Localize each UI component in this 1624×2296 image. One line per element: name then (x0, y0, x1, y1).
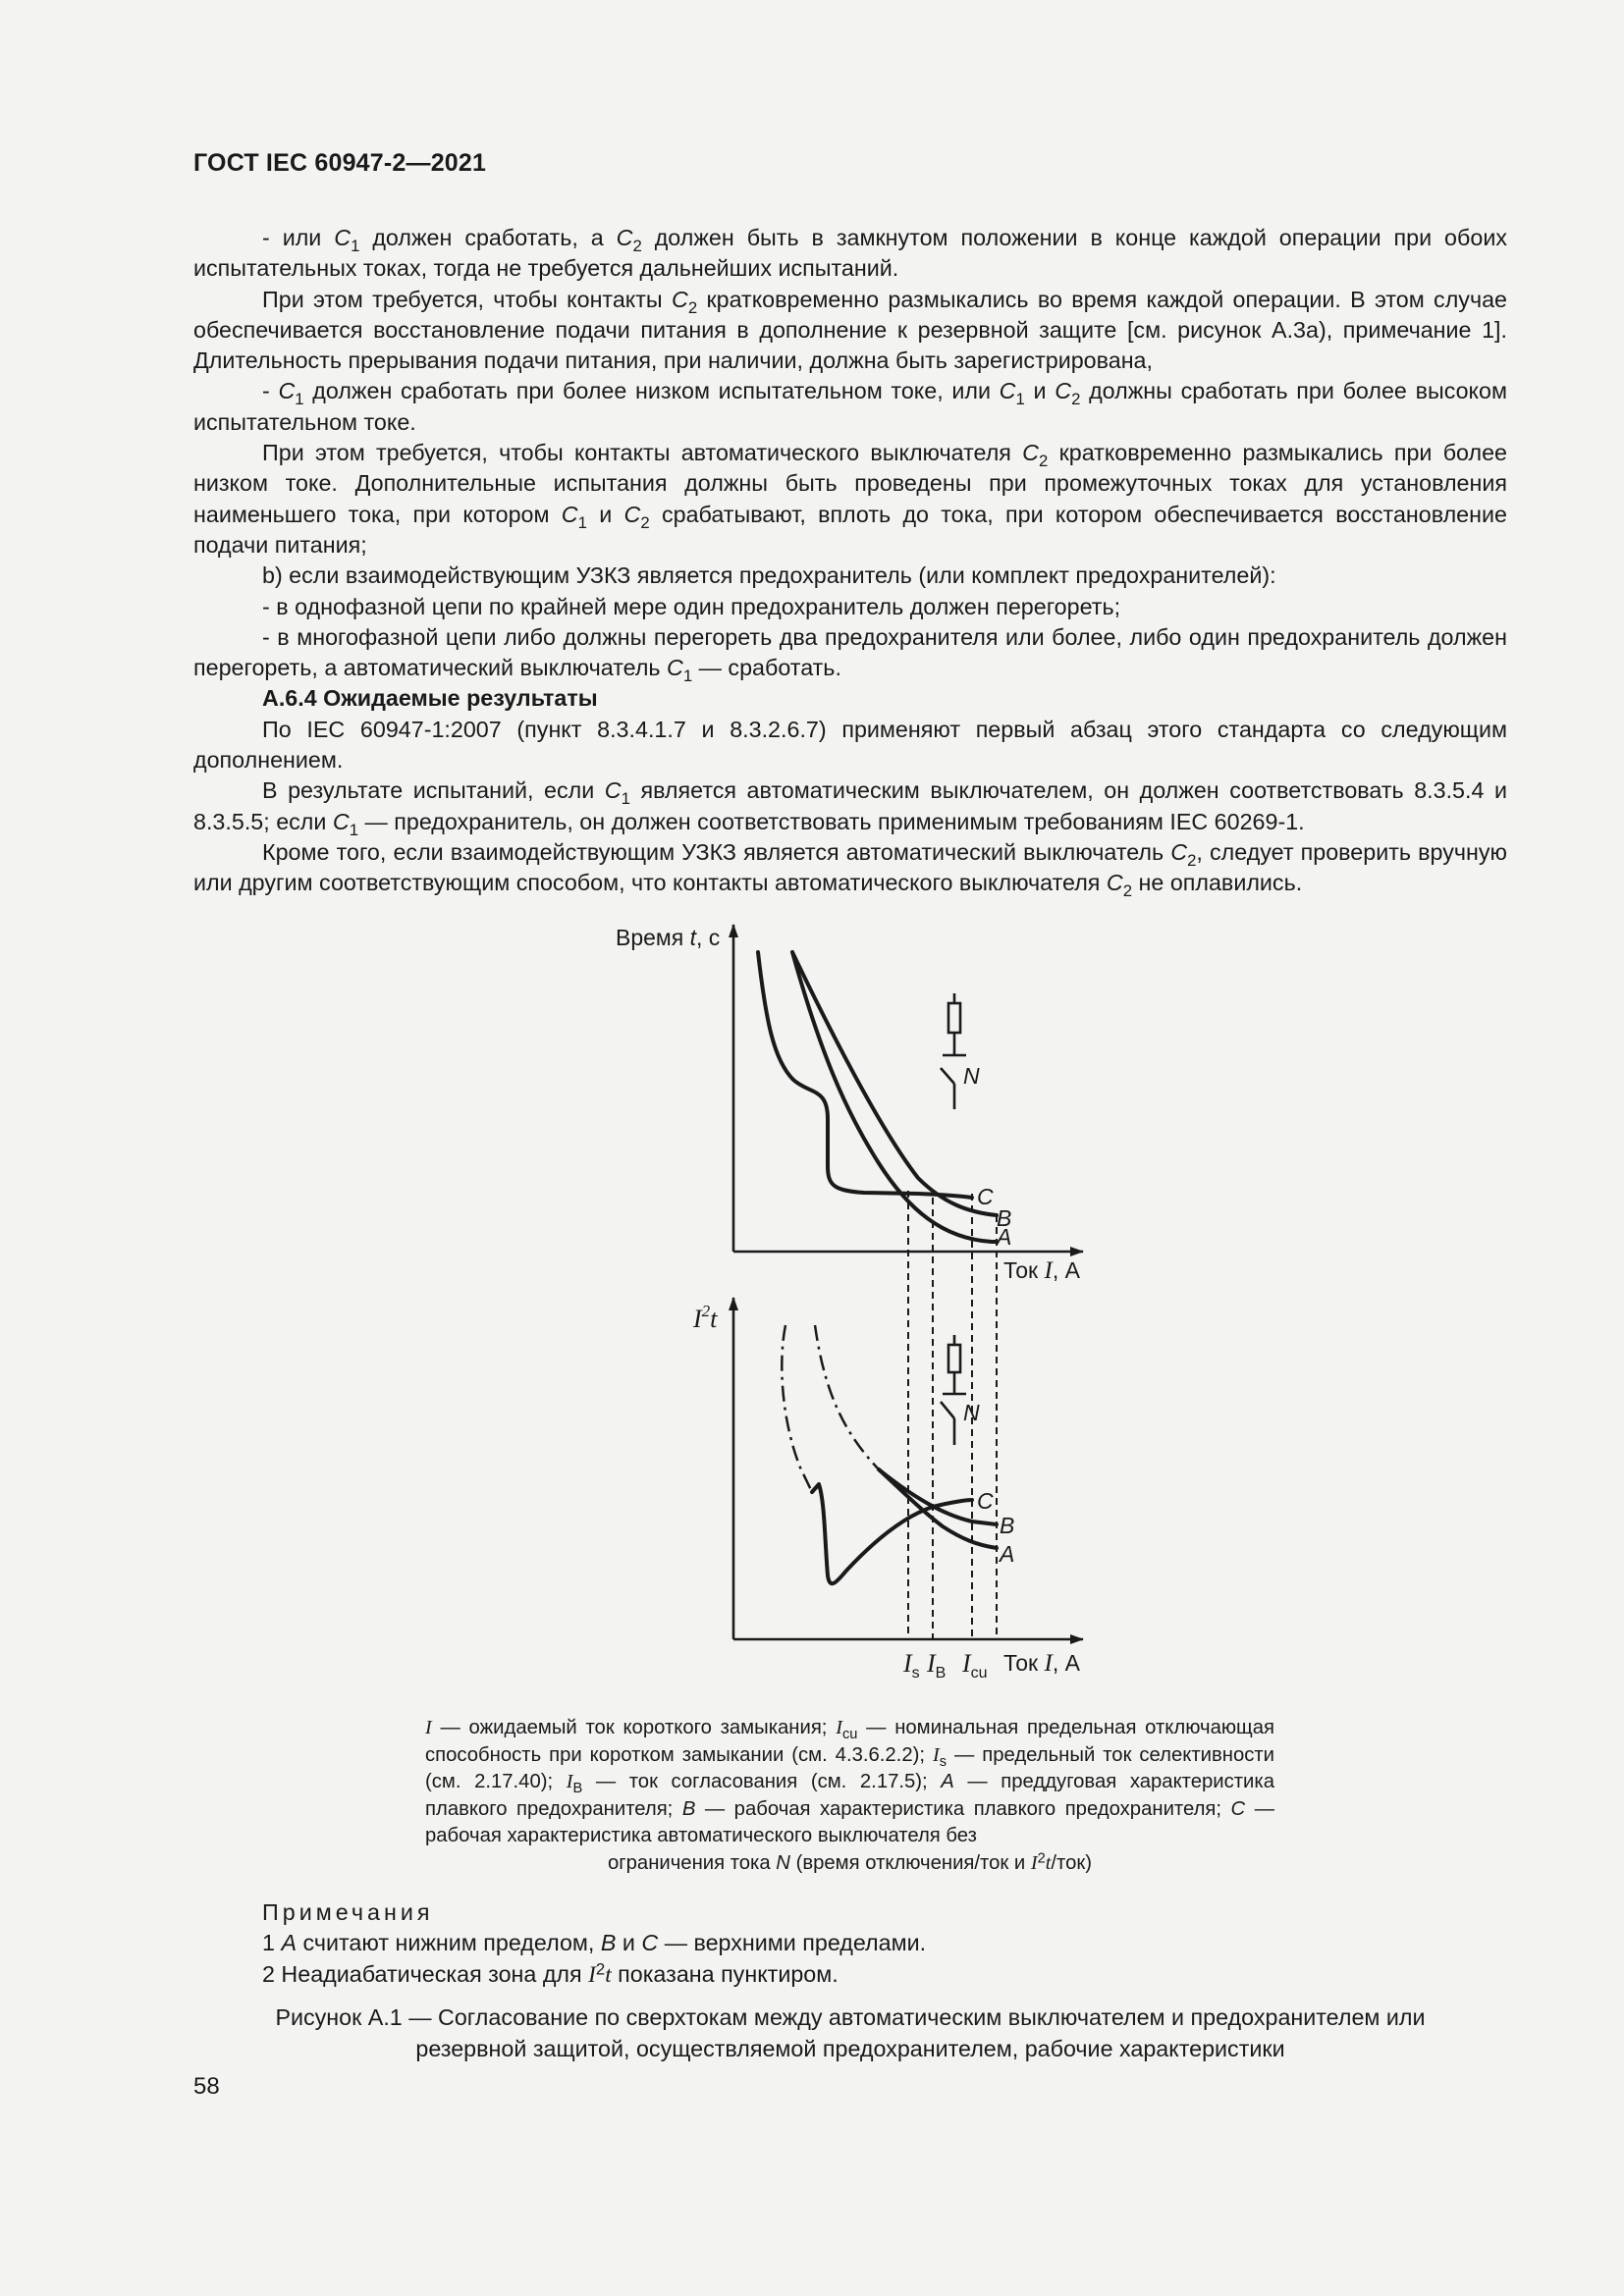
paragraph-3: - $C_1$ должен сработать при более низком испытательном токе, или $C_1$ и $C_2$ должны сработать при более высоком испытательном токе. (193, 378, 1507, 435)
top-x-axis-label: Ток I, А (1003, 1257, 1080, 1284)
bottom-fuse-switch-symbol (941, 1335, 966, 1445)
top-switch-label: N (963, 1063, 980, 1089)
note-2: 2 Неадиабатическая зона для $I^2t$ показана пунктиром. (262, 1959, 839, 1988)
paragraph-7: - в многофазной цепи либо должны перегореть два предохранителя или более, либо один предохранитель должен перегореть, а автоматический выключатель $C_1$ — сработать. (193, 623, 1507, 686)
bottom-nonadiabatic-c (782, 1325, 812, 1492)
bottom-x-axis-label: Ток I, А (1003, 1650, 1080, 1677)
bottom-nonadiabatic-fuse (815, 1325, 879, 1469)
top-curve-b-label: B (997, 1205, 1012, 1231)
page-number: 58 (193, 2073, 220, 2100)
figure-legend (425, 1715, 1274, 1877)
top-curve-a-label: A (997, 1224, 1012, 1250)
bottom-switch-label: N (963, 1400, 980, 1425)
bottom-curve-a-label: A (1000, 1541, 1015, 1567)
caption-line-2: резервной защитой, осуществляемой предохранителем, рабочие характеристики (415, 2036, 1285, 2061)
legend-last-line: ограничения тока N (время отключения/ток и $I^2t/ток$) (607, 1849, 1093, 1874)
top-curve-c-label: C (977, 1184, 994, 1209)
figure-caption (193, 2002, 1507, 2064)
paragraph-8: По IEC 60947-1:2007 (пункт 8.3.4.1.7 и 8.3.2.6.7) применяют первый абзац этого стандарта со следующим дополнением. (193, 716, 1507, 774)
caption-line-1: Рисунок А.1 — Согласование по сверхтокам между автоматическим выключателем и предохранителем или (275, 2004, 1426, 2030)
section-heading: А.6.4 Ожидаемые результаты (262, 685, 598, 712)
top-fuse-switch-symbol (941, 993, 966, 1109)
paragraph-4: При этом требуется, чтобы контакты автоматического выключателя $C_2$ кратковременно размыкались при более низком токе. Дополнительные испытания должны быть проведены при промежуточных токах для установления наименьшего тока, при котором $C_1$ и $C_2$ срабатывают, вплоть до тока, при котором обеспечивается восстановление подачи питания; (193, 440, 1507, 558)
bottom-y-axis-label: $I^2t$ (693, 1302, 718, 1333)
document-header: ГОСТ IEC 60947-2—2021 (193, 149, 487, 177)
paragraph-9: В результате испытаний, если $C_1$ является автоматическим выключателем, он должен соответствовать 8.3.5.4 и 8.3.5.5; если $C_1$ — предохранитель, он должен соответствовать применимым требованиям IEC 60269-1. (193, 777, 1507, 839)
bottom-curve-c (812, 1484, 972, 1583)
top-y-axis-label: Время t, с (616, 925, 721, 950)
marker-ib: $I_B$ (927, 1649, 947, 1682)
paragraph-2: При этом требуется, чтобы контакты $C_2$ кратковременно размыкались во время каждой операции. В этом случае обеспечивается восстановление подачи питания в дополнение к резервной защите [см. рисунок А.3а), примечание 1]. Длительность прерывания подачи питания, при наличии, должна быть зарегистрирована, (193, 286, 1507, 374)
bottom-curve-c-label: C (977, 1488, 994, 1514)
marker-is: $I_s$ (903, 1649, 920, 1682)
top-curve-c (758, 952, 972, 1198)
paragraph-10: Кроме того, если взаимодействующим УЗКЗ является автоматический выключатель $C_2$, следует проверить вручную или другим соответствующим способом, что контакты автоматического выключателя $C_2$ не оплавились. (193, 838, 1507, 901)
paragraph-5: b) если взаимодействующим УЗКЗ является предохранитель (или комплект предохранителей): (262, 562, 1276, 589)
legend-body: I — ожидаемый ток короткого замыкания; $I_{cu}$ — номинальная предельная отключающая способность при коротком замыкании (см. 4.3.6.2.2); $I_s$ — предельный ток селективности (см. 2.17.40); $I_B$ — ток согласования (см. 2.17.5); A — преддуговая характеристика плавкого предохранителя; B — рабочая характеристика плавкого предохранителя; C — рабочая характеристика автоматического выключателя без (425, 1717, 1275, 1846)
notes (262, 1897, 926, 1991)
notes-title: Примечания (262, 1899, 434, 1925)
marker-icu: $I_{cu}$ (962, 1649, 988, 1682)
note-1: 1 A считают нижним пределом, B и C — верхними пределами. (262, 1930, 927, 1956)
bottom-curve-b-label: B (1000, 1513, 1015, 1538)
paragraph-6: - в однофазной цепи по крайней мере один предохранитель должен перегореть; (262, 593, 1121, 619)
paragraph-1: - или $C_1$ должен сработать, а $C_2$ должен быть в замкнутом положении в конце каждой операции при обоих испытательных токах, тогда не требуется дальнейших испытаний. (193, 225, 1507, 282)
